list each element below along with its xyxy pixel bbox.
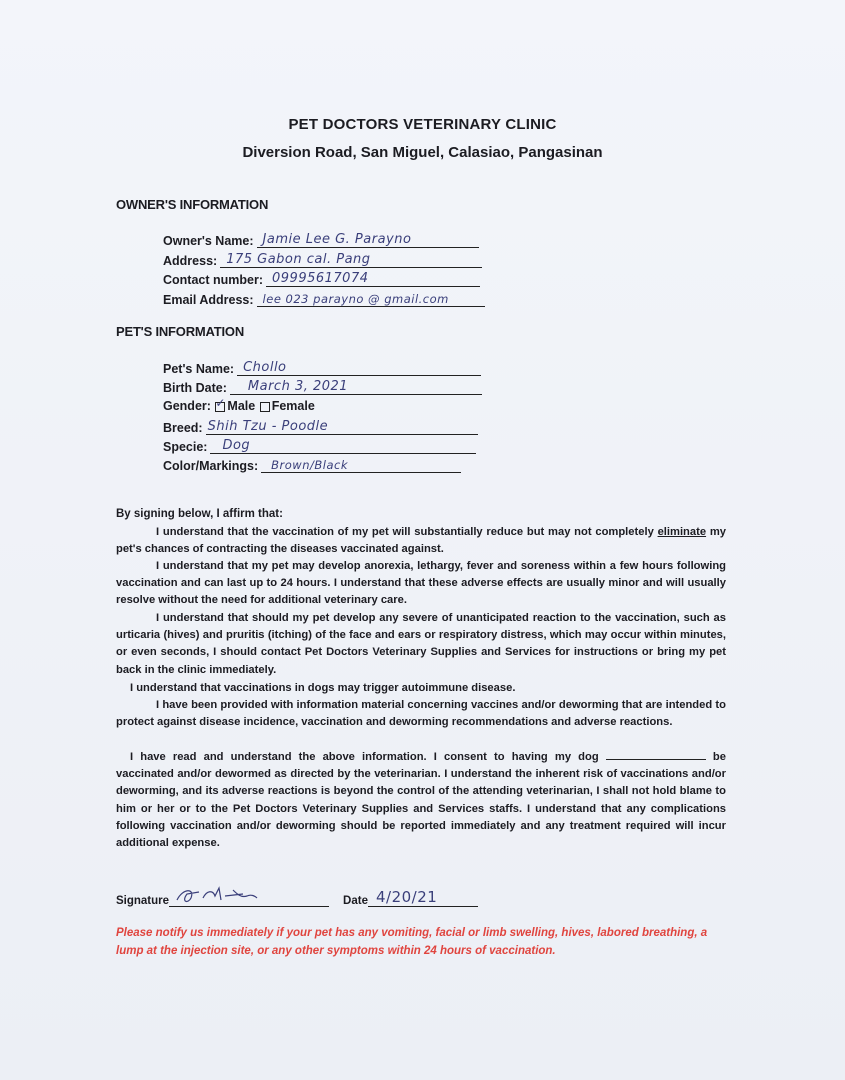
breed-label: Breed: [163,421,203,435]
owner-email-field[interactable] [257,290,485,307]
gender-row [163,395,315,413]
clinic-name: PET DOCTORS VETERINARY CLINIC [288,116,557,133]
owner-email-label: Email Address: [163,293,254,307]
owner-contact-label: Contact number: [163,273,263,287]
consent-p6-text-end: be vaccinated and/or dewormed as directed by the veterinarian. I understand the inherent risk of vaccinations and/or deworming, and its adverse reactions is beyond the control of the attending veterinarian, I shall not hold blame to him or her or to the Pet Doctors Veterinary Supplies and Services staffs. I understand that any complications following vaccination and/or deworming should be reported immediately and any treatment required will incur additional expense. [116,751,726,850]
consent-paragraph-4: I understand that vaccinations in dogs may trigger autoimmune disease. [130,682,516,694]
dog-name-blank-field[interactable] [606,749,706,760]
consent-p1-underlined: eliminate [657,526,707,538]
owner-name-label: Owner's Name: [163,234,254,248]
signature-label: Signature [116,895,170,907]
owner-section-heading: OWNER'S INFORMATION [116,197,269,212]
color-markings-label: Color/Markings: [163,459,259,473]
specie-row [163,437,476,454]
color-markings-field[interactable] [261,456,461,473]
owner-address-label: Address: [163,254,218,268]
pet-name-row [163,359,481,376]
pet-name-value: Chollo [243,360,287,375]
handwritten-signature [173,884,263,906]
specie-label: Specie: [163,440,208,454]
consent-p1-text: I understand that the vaccination of my pet will substantially reduce but may not completely [156,526,658,538]
birth-date-value: March 3, 2021 [247,379,349,394]
birth-date-row [163,378,482,395]
specie-value: Dog [222,438,251,453]
consent-paragraph-3: I understand that should my pet develop any severe of unanticipated reaction to the vaccination, such as urticaria (hives) and pruritis (itching) of the face and ears or respiratory distress, which may occur within minutes, or even seconds, I should contact Pet Doctors Veterinary Supplies and Services for instructions or bring my pet back in the clinic immediately. [116,612,726,676]
breed-field[interactable] [206,418,478,435]
pet-name-field[interactable] [237,359,481,376]
owner-contact-field[interactable] [266,270,480,287]
pet-name-label: Pet's Name: [163,362,235,376]
consent-p6-text: I have read and understand the above information. I consent to having my dog [130,751,606,763]
clinic-address: Diversion Road, San Miguel, Calasiao, Pangasinan [242,144,603,161]
owner-contact-row [163,270,480,287]
owner-name-row [163,231,479,248]
checkmark-icon: ✓ [215,395,226,410]
breed-value: Shih Tzu - Poodle [207,419,329,434]
birth-date-field[interactable] [230,378,482,395]
affirm-title: By signing below, I affirm that: [116,508,283,520]
consent-paragraph-2: I understand that my pet may develop anorexia, lethargy, fever and soreness within a few hours following vaccination and can last up to 24 hours. I understand that these adverse effects are usually minor and will usually resolve without the need for additional veterinary care. [116,560,726,607]
owner-address-row [163,251,482,268]
male-checkbox[interactable] [215,395,226,412]
date-value: 4/20/21 [375,888,438,906]
female-option-label: Female [271,399,315,413]
owner-name-value: Jamie Lee G. Parayno [262,232,412,247]
birth-date-label: Birth Date: [163,381,227,395]
date-field[interactable] [368,888,478,907]
female-checkbox[interactable] [260,402,270,412]
owner-email-row [163,290,485,307]
color-markings-row [163,456,461,473]
gender-label: Gender: [163,399,211,413]
owner-address-value: 175 Gabon cal. Pang [226,252,371,267]
specie-field[interactable] [210,437,476,454]
pet-section-heading: PET'S INFORMATION [116,324,245,339]
owner-name-field[interactable] [257,231,479,248]
consent-paragraph-6 [116,749,726,852]
color-markings-value: Brown/Black [271,458,348,472]
owner-contact-value: 09995617074 [272,271,369,286]
date-label: Date [343,895,368,907]
signature-field[interactable] [169,888,329,907]
consent-paragraph-1 [116,524,726,558]
signature-row [116,888,478,907]
consent-paragraph-5: I have been provided with information material concerning vaccines and/or deworming that are intended to protect against disease incidence, vaccination and deworming recommendations and adverse reactions. [116,699,726,729]
consent-p1-text-end: my pet's chances of contracting the diseases vaccinated against. [116,526,726,556]
notice-text: Please notify us immediately if your pet has any vomiting, facial or limb swelling, hives, labored breathing, a lump at the injection site, or any other symptoms within 24 hours of vaccination. [116,927,708,957]
owner-address-field[interactable] [220,251,482,268]
owner-email-value: lee 023 parayno @ gmail.com [262,292,449,306]
breed-row [163,418,478,435]
male-option-label: Male [227,399,256,413]
